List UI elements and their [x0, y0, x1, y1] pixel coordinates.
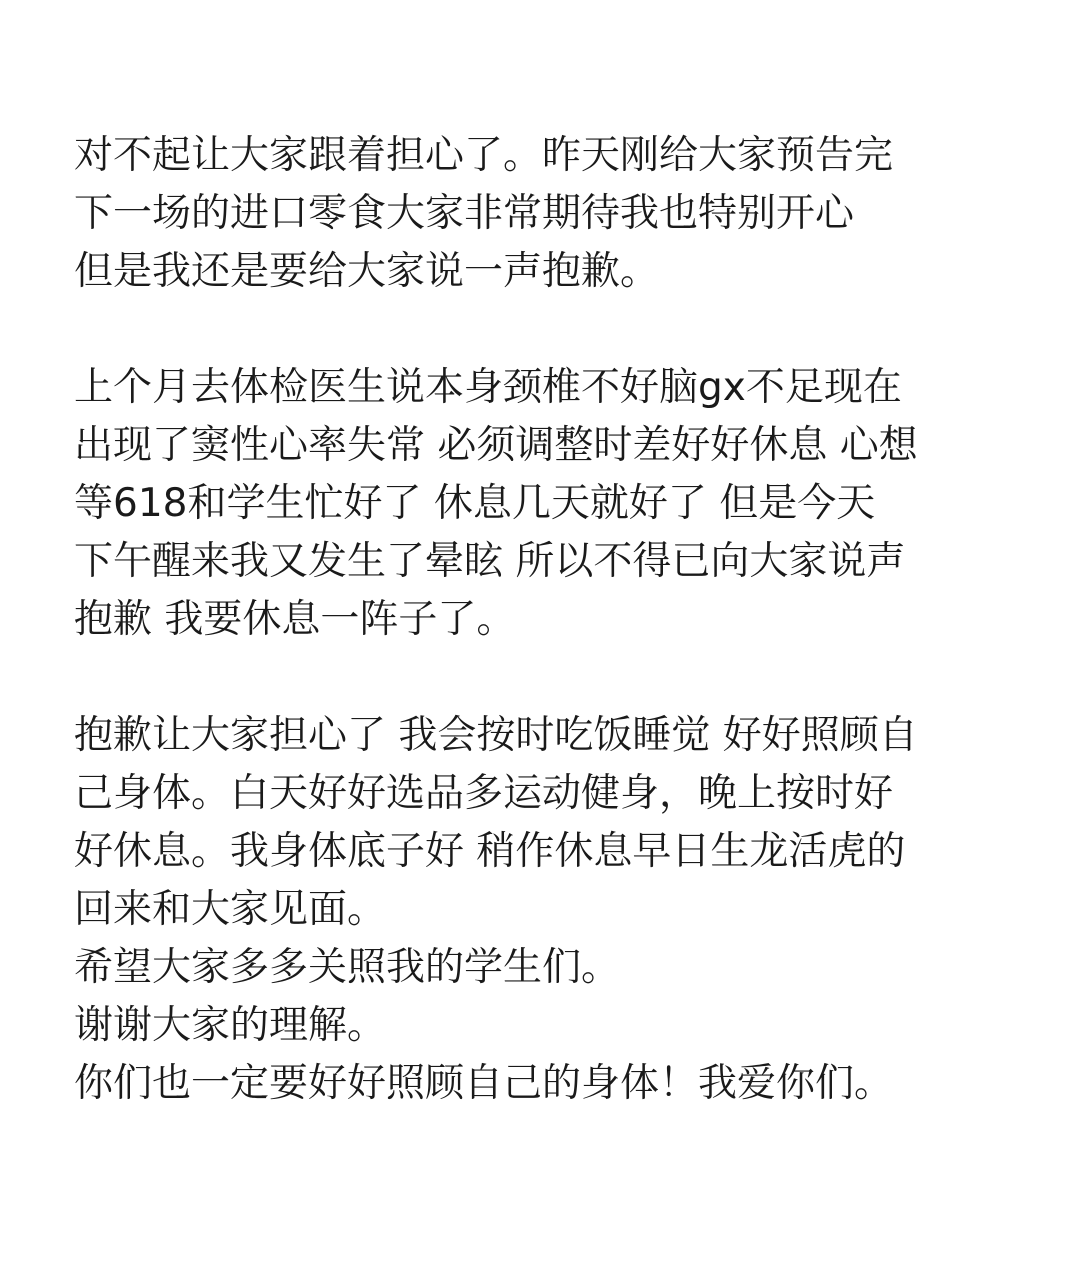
- paragraph-1: [74, 127, 1034, 301]
- text-line: 谢谢大家的理解。: [74, 1003, 387, 1048]
- text-line: 对不起让大家跟着担心了。昨天刚给大家预告完: [74, 133, 894, 178]
- text-line: 好休息。我身体底子好 稍作休息早日生龙活虎的: [74, 829, 906, 874]
- text-line: 己身体。白天好好选品多运动健身，晚上按时好: [74, 771, 894, 816]
- text-line: 等618和学生忙好了 休息几天就好了 但是今天: [74, 481, 876, 526]
- text-line: 下一场的进口零食大家非常期待我也特别开心: [74, 191, 855, 236]
- paragraph-gap: [74, 301, 1034, 359]
- text-line: 但是我还是要给大家说一声抱歉。: [74, 249, 660, 294]
- text-line: 你们也一定要好好照顾自己的身体！我爱你们。: [74, 1061, 894, 1106]
- apology-note: [74, 127, 1034, 1113]
- paragraph-3: [74, 707, 1034, 1113]
- text-line: 出现了窦性心率失常 必须调整时差好好休息 心想: [74, 423, 918, 468]
- text-line: 抱歉 我要休息一阵子了。: [74, 597, 516, 642]
- paragraph-2: [74, 359, 1034, 649]
- paragraph-gap: [74, 649, 1034, 707]
- text-line: 下午醒来我又发生了晕眩 所以不得已向大家说声: [74, 539, 906, 584]
- text-line: 上个月去体检医生说本身颈椎不好脑gx不足现在: [74, 365, 902, 410]
- text-line: 回来和大家见面。: [74, 887, 387, 932]
- text-line: 希望大家多多关照我的学生们。: [74, 945, 621, 990]
- text-line: 抱歉让大家担心了 我会按时吃饭睡觉 好好照顾自: [74, 713, 918, 758]
